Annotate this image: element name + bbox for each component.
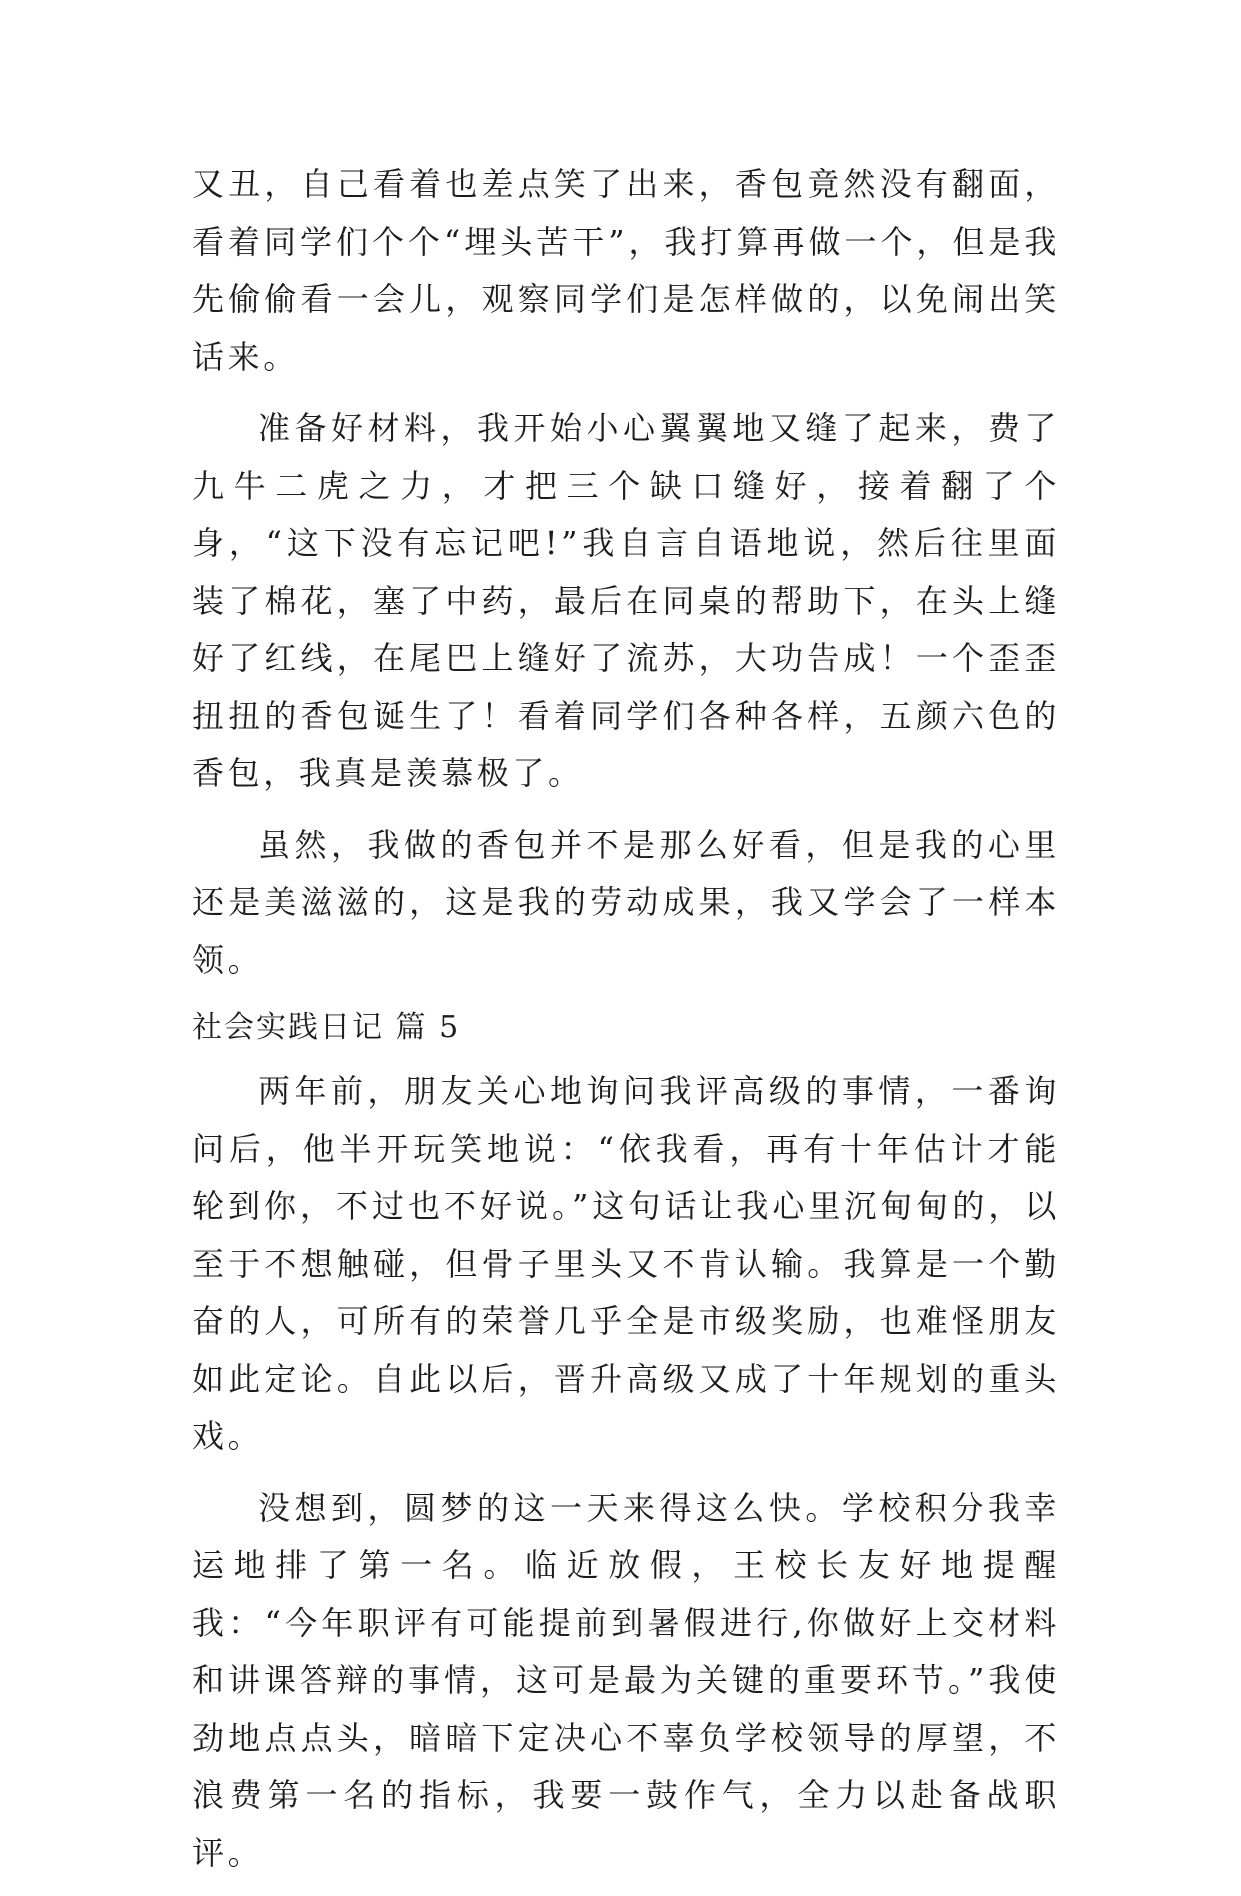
paragraph: 没想到，圆梦的这一天来得这么快。学校积分我幸运地排了第一名。临近放假，王校长友好地提醒我：“今年职评有可能提前到暑假进行,你做好上交材料和讲课答辩的事情，这可是最为关键的重要环节。”我使劲地点点头，暗暗下定决心不辜负学校领导的厚望，不浪费第一名的指标，我要一鼓作气，全力以赴备战职评。 bbox=[192, 1488, 1060, 1872]
paragraph: 准备好材料，我开始小心翼翼地又缝了起来，费了九牛二虎之力，才把三个缺口缝好，接着翻了个身，“这下没有忘记吧!”我自言自语地说，然后往里面装了棉花，塞了中药，最后在同桌的帮助下，在头上缝好了红线，在尾巴上缝好了流苏，大功告成！一个歪歪扭扭的香包诞生了！看着同学们各种各样，五颜六色的香包，我真是羡慕极了。 bbox=[192, 409, 1060, 792]
document-body bbox=[192, 156, 1060, 1896]
paragraph: 虽然，我做的香包并不是那么好看，但是我的心里还是美滋滋的，这是我的劳动成果，我又学会了一样本领。 bbox=[192, 825, 1060, 979]
paragraph-continuation: 又丑，自己看着也差点笑了出来，香包竟然没有翻面，看着同学们个个“埋头苦干”，我打算再做一个，但是我先偷偷看一会儿，观察同学们是怎样做的，以免闹出笑话来。 bbox=[192, 165, 1060, 376]
paragraph: 两年前，朋友关心地询问我评高级的事情，一番询问后，他半开玩笑地说：“依我看，再有十年估计才能轮到你，不过也不好说。”这句话让我心里沉甸甸的，以至于不想触碰，但骨子里头又不肯认输。我算是一个勤奋的人，可所有的荣誉几乎全是市级奖励，也难怪朋友如此定论。自此以后，晋升高级又成了十年规划的重头戏。 bbox=[192, 1072, 1060, 1455]
section-heading: 社会实践日记 篇 5 bbox=[192, 1010, 461, 1045]
